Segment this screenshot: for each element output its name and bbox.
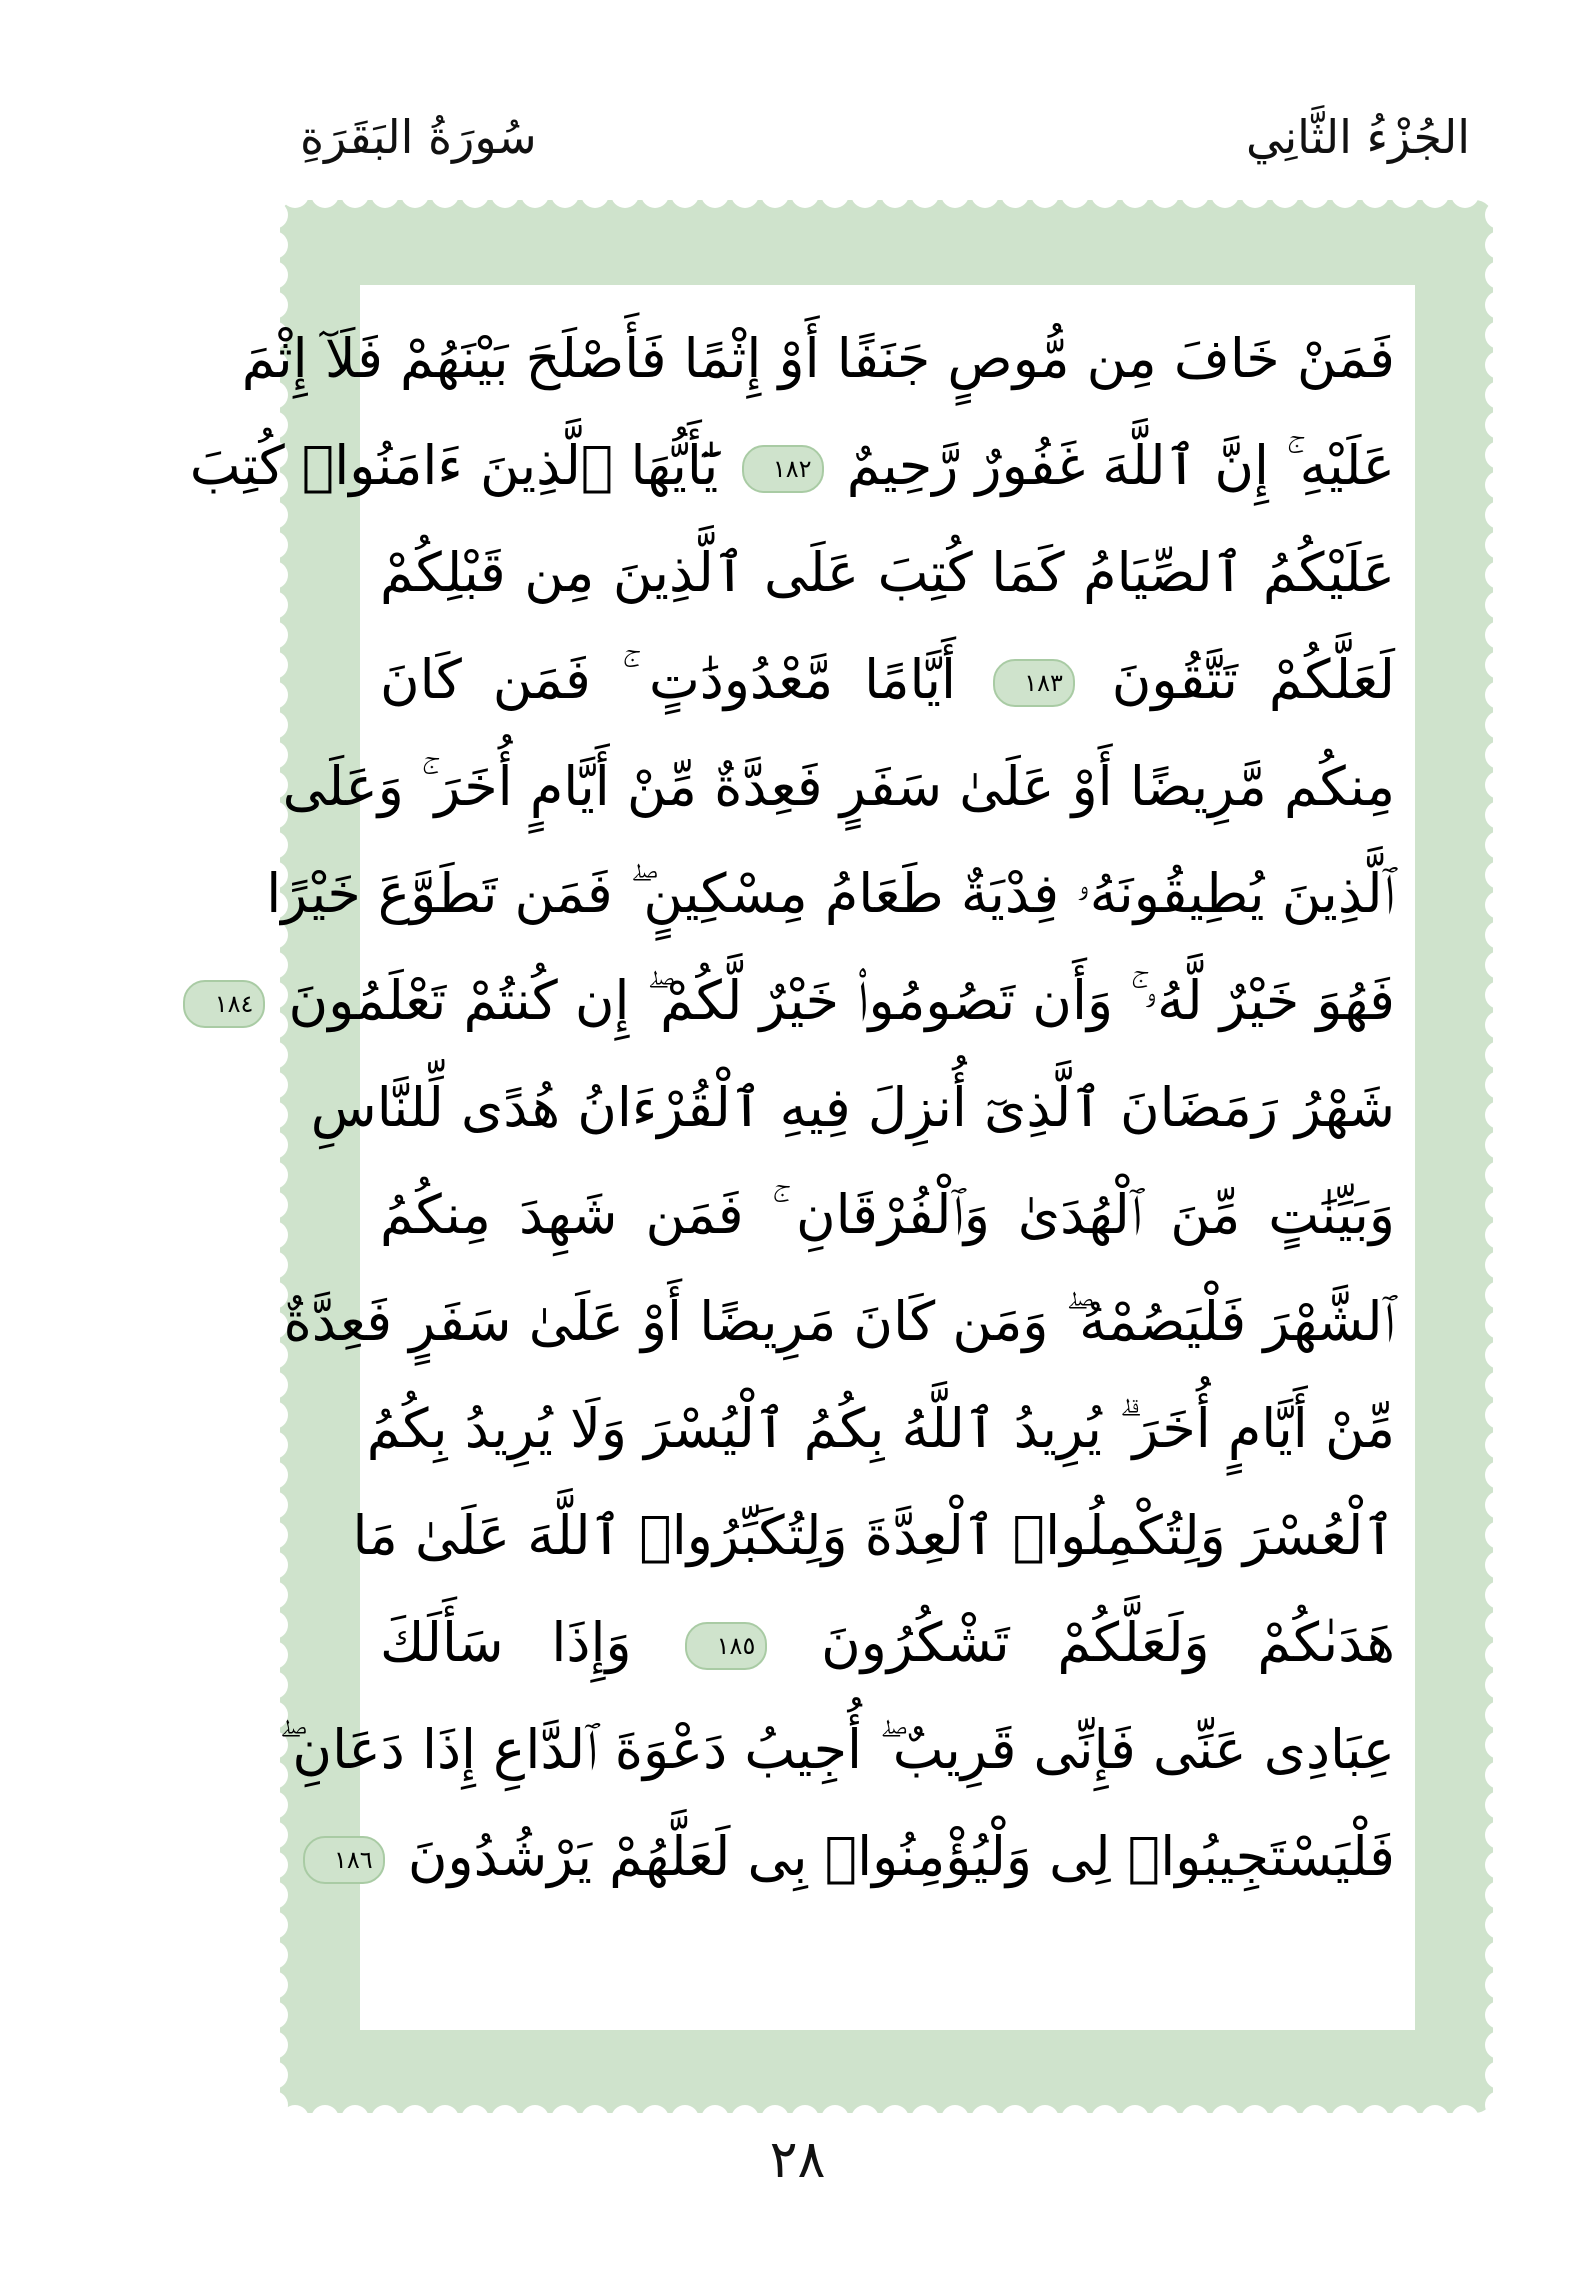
scallop-bite (1485, 1671, 1513, 1699)
scallop-bite (1091, 2105, 1119, 2133)
scallop-bite (1485, 1551, 1513, 1579)
scallop-bite (1031, 180, 1059, 208)
scallop-bite (1485, 1281, 1513, 1309)
scallop-bite (881, 2105, 909, 2133)
scallop-bite (341, 2105, 369, 2133)
scallop-bite (1485, 1101, 1513, 1129)
scallop-bite (1485, 891, 1513, 919)
scallop-bite (1301, 180, 1329, 208)
ayah-number-marker: ١٨٥ (685, 1622, 767, 1670)
scallop-bite (1451, 180, 1479, 208)
scallop-bite (701, 180, 729, 208)
scallop-bite (260, 1611, 288, 1639)
scallop-bite (1391, 2105, 1419, 2133)
scallop-bite (1421, 2105, 1449, 2133)
scallop-bite (791, 2105, 819, 2133)
scallop-bite (260, 1131, 288, 1159)
scallop-bite (1061, 180, 1089, 208)
scallop-bite (461, 2105, 489, 2133)
ayah-number-marker: ١٨٢ (742, 445, 824, 493)
scallop-bite (401, 2105, 429, 2133)
verse-line-15: فَلْيَسْتَجِيبُوا۟ لِى وَلْيُؤْمِنُوا۟ بِى لَعَلَّهُمْ يَرْشُدُونَ ١٨٦ (380, 1803, 1395, 1910)
scallop-bite (1331, 2105, 1359, 2133)
scallop-bite (1485, 1701, 1513, 1729)
scallop-bite (1485, 1941, 1513, 1969)
scallop-bite (1485, 1611, 1513, 1639)
scallop-bite (260, 1641, 288, 1669)
scallop-bite (491, 2105, 519, 2133)
scallop-bite (1485, 651, 1513, 679)
scallop-bite (1485, 1731, 1513, 1759)
scallop-bite (1121, 180, 1149, 208)
scallop-bite (1241, 2105, 1269, 2133)
scallop-bite (1485, 1911, 1513, 1939)
ayah-number-marker: ١٨٤ (183, 980, 265, 1028)
scallop-bite (1485, 1791, 1513, 1819)
scallop-bite (260, 1071, 288, 1099)
scallop-bite (1485, 981, 1513, 1009)
scallop-bite (260, 1941, 288, 1969)
scallop-bite (1485, 1041, 1513, 1069)
scallop-bite (521, 180, 549, 208)
scallop-bite (260, 1821, 288, 1849)
scallop-bite (821, 2105, 849, 2133)
verse-line-8: شَهْرُ رَمَضَانَ ٱلَّذِىٓ أُنزِلَ فِيهِ ٱلْقُرْءَانُ هُدًى لِّلنَّاسِ (310, 1076, 1395, 1139)
scallop-bite (260, 1971, 288, 1999)
scallop-bite (1485, 1371, 1513, 1399)
scallop-bite (260, 1401, 288, 1429)
scallop-bite (1485, 1521, 1513, 1549)
scallop-bite (260, 1191, 288, 1219)
scallop-bite (1485, 1881, 1513, 1909)
scallop-bite (1361, 180, 1389, 208)
scallop-bite (1485, 741, 1513, 769)
scallop-bite (1485, 1221, 1513, 1249)
scallop-bite (1391, 180, 1419, 208)
verse-line-10: ٱلشَّهْرَ فَلْيَصُمْهُ ۖ وَمَن كَانَ مَرِيضًا أَوْ عَلَىٰ سَفَرٍ فَعِدَّةٌ (283, 1290, 1395, 1353)
surah-title: سُورَةُ البَقَرَةِ (300, 110, 537, 164)
scallop-bite (791, 180, 819, 208)
scallop-bite (1485, 1581, 1513, 1609)
scallop-bite (1485, 1401, 1513, 1429)
scallop-bite (260, 231, 288, 259)
scallop-bite (1485, 1341, 1513, 1369)
scallop-bite (1485, 2091, 1513, 2119)
scallop-bite (1485, 201, 1513, 229)
verse-line-6: ٱلَّذِينَ يُطِيقُونَهُۥ فِدْيَةٌ طَعَامُ مِسْكِينٍ ۖ فَمَن تَطَوَّعَ خَيْرًا (266, 862, 1395, 925)
scallop-bite (1181, 180, 1209, 208)
scallop-bite (641, 180, 669, 208)
scallop-bite (851, 180, 879, 208)
scallop-bite (971, 2105, 999, 2133)
scallop-bite (671, 180, 699, 208)
scallop-bite (1485, 831, 1513, 859)
scallop-bite (1485, 1161, 1513, 1189)
verse-line-9: وَبَيِّنَٰتٍ مِّنَ ٱلْهُدَىٰ وَٱلْفُرْقَانِ ۚ فَمَن شَهِدَ مِنكُمُ (380, 1183, 1395, 1246)
scallop-bite (551, 180, 579, 208)
verse-line-3: عَلَيْكُمُ ٱلصِّيَامُ كَمَا كُتِبَ عَلَى ٱلَّذِينَ مِن قَبْلِكُمْ (380, 541, 1395, 604)
scallop-bite (260, 621, 288, 649)
scallop-bite (731, 2105, 759, 2133)
scallop-bite (1485, 261, 1513, 289)
scallop-bite (260, 681, 288, 709)
scallop-bite (1485, 621, 1513, 649)
text-panel (189, 285, 1415, 2030)
scallop-bite (260, 2001, 288, 2029)
scallop-bite (1485, 1311, 1513, 1339)
scallop-bite (1451, 2105, 1479, 2133)
scallop-bite (1485, 951, 1513, 979)
scallop-bite (371, 180, 399, 208)
scallop-bite (1211, 180, 1239, 208)
scallop-bite (1485, 1071, 1513, 1099)
scallop-bite (1485, 291, 1513, 319)
scallop-bite (881, 180, 909, 208)
scallop-bite (260, 261, 288, 289)
scallop-bite (1485, 321, 1513, 349)
scallop-bite (1485, 591, 1513, 619)
scallop-bite (260, 1371, 288, 1399)
scallop-bite (260, 1521, 288, 1549)
scallop-bite (1485, 861, 1513, 889)
scallop-bite (260, 1551, 288, 1579)
scallop-bite (341, 180, 369, 208)
scallop-bite (1485, 351, 1513, 379)
juz-title: الجُزْءُ الثَّانِي (1246, 110, 1470, 164)
scallop-bite (1421, 180, 1449, 208)
scallop-bite (1485, 681, 1513, 709)
scallop-bite (1031, 2105, 1059, 2133)
scallop-bite (941, 180, 969, 208)
scallop-bite (701, 2105, 729, 2133)
scallop-bite (551, 2105, 579, 2133)
scallop-bite (821, 180, 849, 208)
scallop-bite (311, 2105, 339, 2133)
scallop-bite (1485, 381, 1513, 409)
page-number: ٢٨ (769, 2130, 826, 2190)
scallop-bite (611, 2105, 639, 2133)
scallop-bite (1485, 771, 1513, 799)
verse-line-1: فَمَنْ خَافَ مِن مُّوصٍ جَنَفًا أَوْ إِثْمًا فَأَصْلَحَ بَيْنَهُمْ فَلَآ إِثْمَ (241, 327, 1395, 390)
scallop-bite (260, 1221, 288, 1249)
scallop-bite (1485, 1851, 1513, 1879)
scallop-bite (1485, 1971, 1513, 1999)
scallop-bite (371, 2105, 399, 2133)
scallop-bite (1485, 1641, 1513, 1669)
verse-line-4: لَعَلَّكُمْ تَتَّقُونَ ١٨٣ أَيَّامًا مَّعْدُودَٰتٍ ۚ فَمَن كَانَ (380, 648, 1395, 711)
scallop-bite (1485, 1461, 1513, 1489)
scallop-bite (941, 2105, 969, 2133)
ayah-number-marker: ١٨٣ (993, 659, 1075, 707)
scallop-bite (1211, 2105, 1239, 2133)
scallop-bite (761, 180, 789, 208)
scallop-bite (1091, 180, 1119, 208)
scallop-bite (260, 201, 288, 229)
verse-line-12: ٱلْعُسْرَ وَلِتُكْمِلُوا۟ ٱلْعِدَّةَ وَلِتُكَبِّرُوا۟ ٱللَّهَ عَلَىٰ مَا (352, 1504, 1395, 1567)
scallop-bite (461, 180, 489, 208)
scallop-bite (731, 180, 759, 208)
scallop-bite (431, 180, 459, 208)
scallop-bite (1001, 2105, 1029, 2133)
scallop-bite (1485, 2031, 1513, 2059)
scallop-bite (971, 180, 999, 208)
scallop-bite (1181, 2105, 1209, 2133)
scallop-bite (260, 1491, 288, 1519)
scallop-bite (260, 591, 288, 619)
scallop-bite (260, 1581, 288, 1609)
scallop-bite (491, 180, 519, 208)
scallop-bite (1485, 231, 1513, 259)
verse-line-5: مِنكُم مَّرِيضًا أَوْ عَلَىٰ سَفَرٍ فَعِدَّةٌ مِّنْ أَيَّامٍ أُخَرَ ۚ وَعَلَى (282, 755, 1395, 818)
scallop-bite (260, 2061, 288, 2089)
scallop-bite (1485, 1431, 1513, 1459)
scallop-bite (1485, 1191, 1513, 1219)
scallop-bite (521, 2105, 549, 2133)
ayah-number-marker: ١٨٦ (303, 1836, 385, 1884)
scallop-bite (260, 2091, 288, 2119)
scallop-bite (581, 180, 609, 208)
scallop-bite (851, 2105, 879, 2133)
verse-line-14: عِبَادِى عَنِّى فَإِنِّى قَرِيبٌ ۖ أُجِيبُ دَعْوَةَ ٱلدَّاعِ إِذَا دَعَانِ ۖ (278, 1718, 1395, 1781)
verses-block (189, 305, 1395, 2020)
scallop-bite (260, 1911, 288, 1939)
scallop-bite (1485, 1131, 1513, 1159)
scallop-bite (1061, 2105, 1089, 2133)
scallop-bite (260, 651, 288, 679)
scallop-bite (260, 531, 288, 559)
scallop-bite (281, 180, 309, 208)
scallop-bite (1241, 180, 1269, 208)
scallop-bite (260, 1431, 288, 1459)
scallop-bite (1485, 2061, 1513, 2089)
verse-line-2: عَلَيْهِ ۚ إِنَّ ٱللَّهَ غَفُورٌ رَّحِيمٌ ١٨٢ يَٰٓأَيُّهَا ٱلَّذِينَ ءَامَنُوا۟ كُتِبَ (189, 434, 1395, 497)
scallop-bite (260, 1161, 288, 1189)
scallop-bite (671, 2105, 699, 2133)
scallop-bite (260, 1881, 288, 1909)
scallop-bite (260, 1101, 288, 1129)
scallop-bite (1485, 1491, 1513, 1519)
scallop-bite (1485, 1011, 1513, 1039)
scallop-bite (1485, 531, 1513, 559)
scallop-bite (260, 1461, 288, 1489)
scallop-bite (1485, 711, 1513, 739)
scallop-bite (1361, 2105, 1389, 2133)
scallop-bite (431, 2105, 459, 2133)
scallop-bite (260, 2031, 288, 2059)
scallop-bite (1001, 180, 1029, 208)
scallop-bite (1485, 561, 1513, 589)
scallop-bite (1151, 180, 1179, 208)
scallop-bite (1485, 1761, 1513, 1789)
scallop-bite (1301, 2105, 1329, 2133)
scallop-bite (611, 180, 639, 208)
verse-line-7: فَهُوَ خَيْرٌ لَّهُۥ ۚ وَأَن تَصُومُوا۟ خَيْرٌ لَّكُمْ ۖ إِن كُنتُمْ تَعْلَمُونَ ١٨٤ (380, 947, 1395, 1054)
scallop-bite (311, 180, 339, 208)
scallop-bite (1485, 801, 1513, 829)
scallop-bite (401, 180, 429, 208)
scallop-bite (1331, 180, 1359, 208)
scallop-bite (1151, 2105, 1179, 2133)
scallop-bite (761, 2105, 789, 2133)
scallop-bite (1485, 411, 1513, 439)
scallop-bite (1485, 2001, 1513, 2029)
scallop-bite (1485, 471, 1513, 499)
verse-line-13: هَدَىٰكُمْ وَلَعَلَّكُمْ تَشْكُرُونَ ١٨٥ وَإِذَا سَأَلَكَ (380, 1611, 1395, 1674)
scallop-bite (1485, 1821, 1513, 1849)
scallop-bite (1271, 180, 1299, 208)
scallop-bite (1271, 2105, 1299, 2133)
scallop-bite (581, 2105, 609, 2133)
scallop-bite (260, 1851, 288, 1879)
verse-line-11: مِّنْ أَيَّامٍ أُخَرَ ۗ يُرِيدُ ٱللَّهُ بِكُمُ ٱلْيُسْرَ وَلَا يُرِيدُ بِكُمُ (366, 1397, 1395, 1460)
scallop-bite (1485, 1251, 1513, 1279)
scallop-bite (1485, 441, 1513, 469)
scallop-bite (1485, 501, 1513, 529)
scallop-bite (1485, 921, 1513, 949)
scallop-bite (260, 561, 288, 589)
scallop-bite (1121, 2105, 1149, 2133)
scallop-bite (260, 1671, 288, 1699)
scallop-bite (911, 2105, 939, 2133)
scallop-bite (911, 180, 939, 208)
scallop-bite (641, 2105, 669, 2133)
